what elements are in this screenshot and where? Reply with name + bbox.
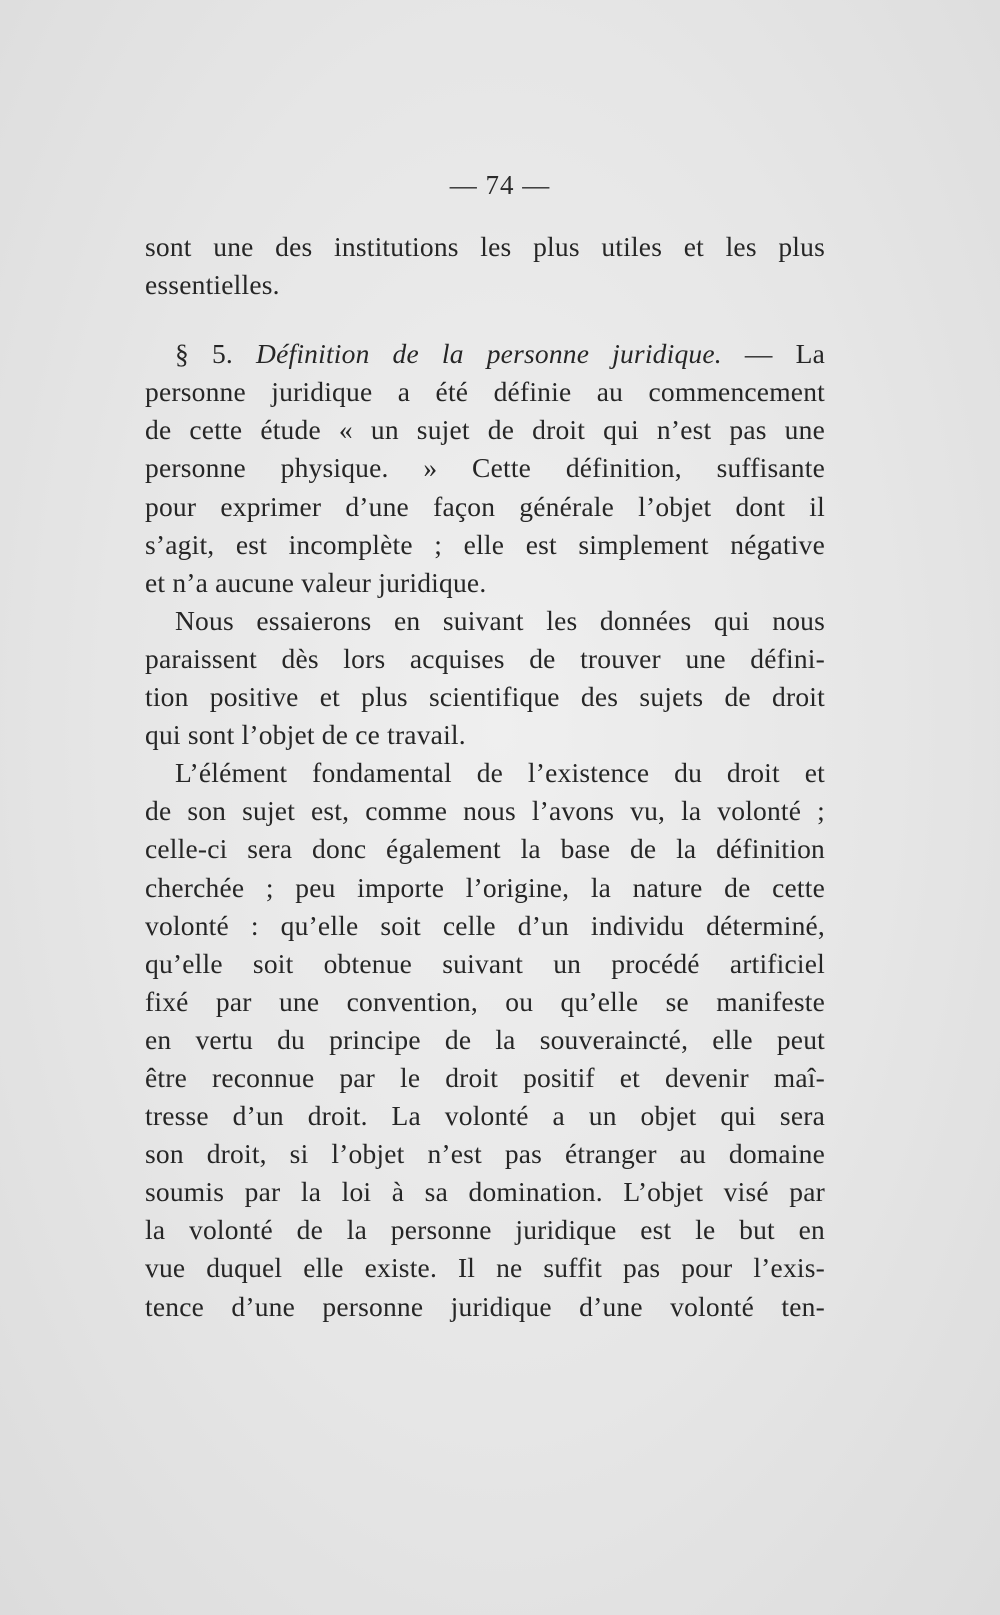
text-line: s’agit, est incomplète ; elle est simplement négative [145,528,825,560]
section-title: Définition de la personne juridique. [256,338,722,370]
text-line: fixé par une convention, ou qu’elle se manifeste [145,985,825,1017]
text-line: celle-ci sera donc également la base de la définition [145,833,825,865]
text-line: paraissent dès lors acquises de trouver une défini- [145,642,825,674]
section-number: § 5. [175,338,233,370]
paragraph [145,754,825,1325]
text-line: pour exprimer d’une façon générale l’objet dont il [145,490,825,522]
text-line: être reconnue par le droit positif et devenir maî- [145,1061,825,1093]
body-text [145,228,825,1326]
text-line: en vertu du principe de la souveraincté, elle peut [145,1023,825,1055]
text-line: de son sujet est, comme nous l’avons vu, la volonté ; [145,795,825,827]
text-line: volonté : qu’elle soit celle d’un individu déterminé, [145,909,825,941]
text-line: essentielles. [145,269,280,301]
text-line: L’élément fondamental de l’existence du droit et [175,757,825,789]
paragraph-section-5 [145,335,825,602]
text-line: tion positive et plus scientifique des sujets de droit [145,681,825,713]
section-heading-line [145,335,825,373]
text-line: de cette étude « un sujet de droit qui n’est pas une [145,414,825,446]
text-line: sont une des institutions les plus utiles et les plus [145,231,825,262]
paragraph-continuation [145,228,825,304]
text-line: personne physique. » Cette définition, suffisante [145,452,825,484]
text-line: tresse d’un droit. La volonté a un objet qui sera [145,1100,825,1132]
page-number: — 74 — [449,170,551,200]
text-line: tence d’une personne juridique d’une volonté ten- [145,1290,825,1322]
text-line: qu’elle soit obtenue suivant un procédé artificiel [145,947,825,979]
text-line: et n’a aucune valeur juridique. [145,566,487,598]
text-line: vue duquel elle existe. Il ne suffit pas pour l’exis- [145,1252,825,1284]
text-line: qui sont l’objet de ce travail. [145,719,466,751]
text-line: personne juridique a été définie au commencement [145,376,825,408]
paragraph [145,602,825,754]
text-line: la volonté de la personne juridique est le but en [145,1214,825,1246]
text-line: cherchée ; peu importe l’origine, la nature de cette [145,871,825,903]
text-line: Nous essaierons en suivant les données qui nous [175,604,825,636]
text-line: son droit, si l’objet n’est pas étranger au domaine [145,1138,825,1170]
section-heading-suffix: — La [744,338,825,370]
text-line: soumis par la loi à sa domination. L’objet visé par [145,1176,825,1208]
